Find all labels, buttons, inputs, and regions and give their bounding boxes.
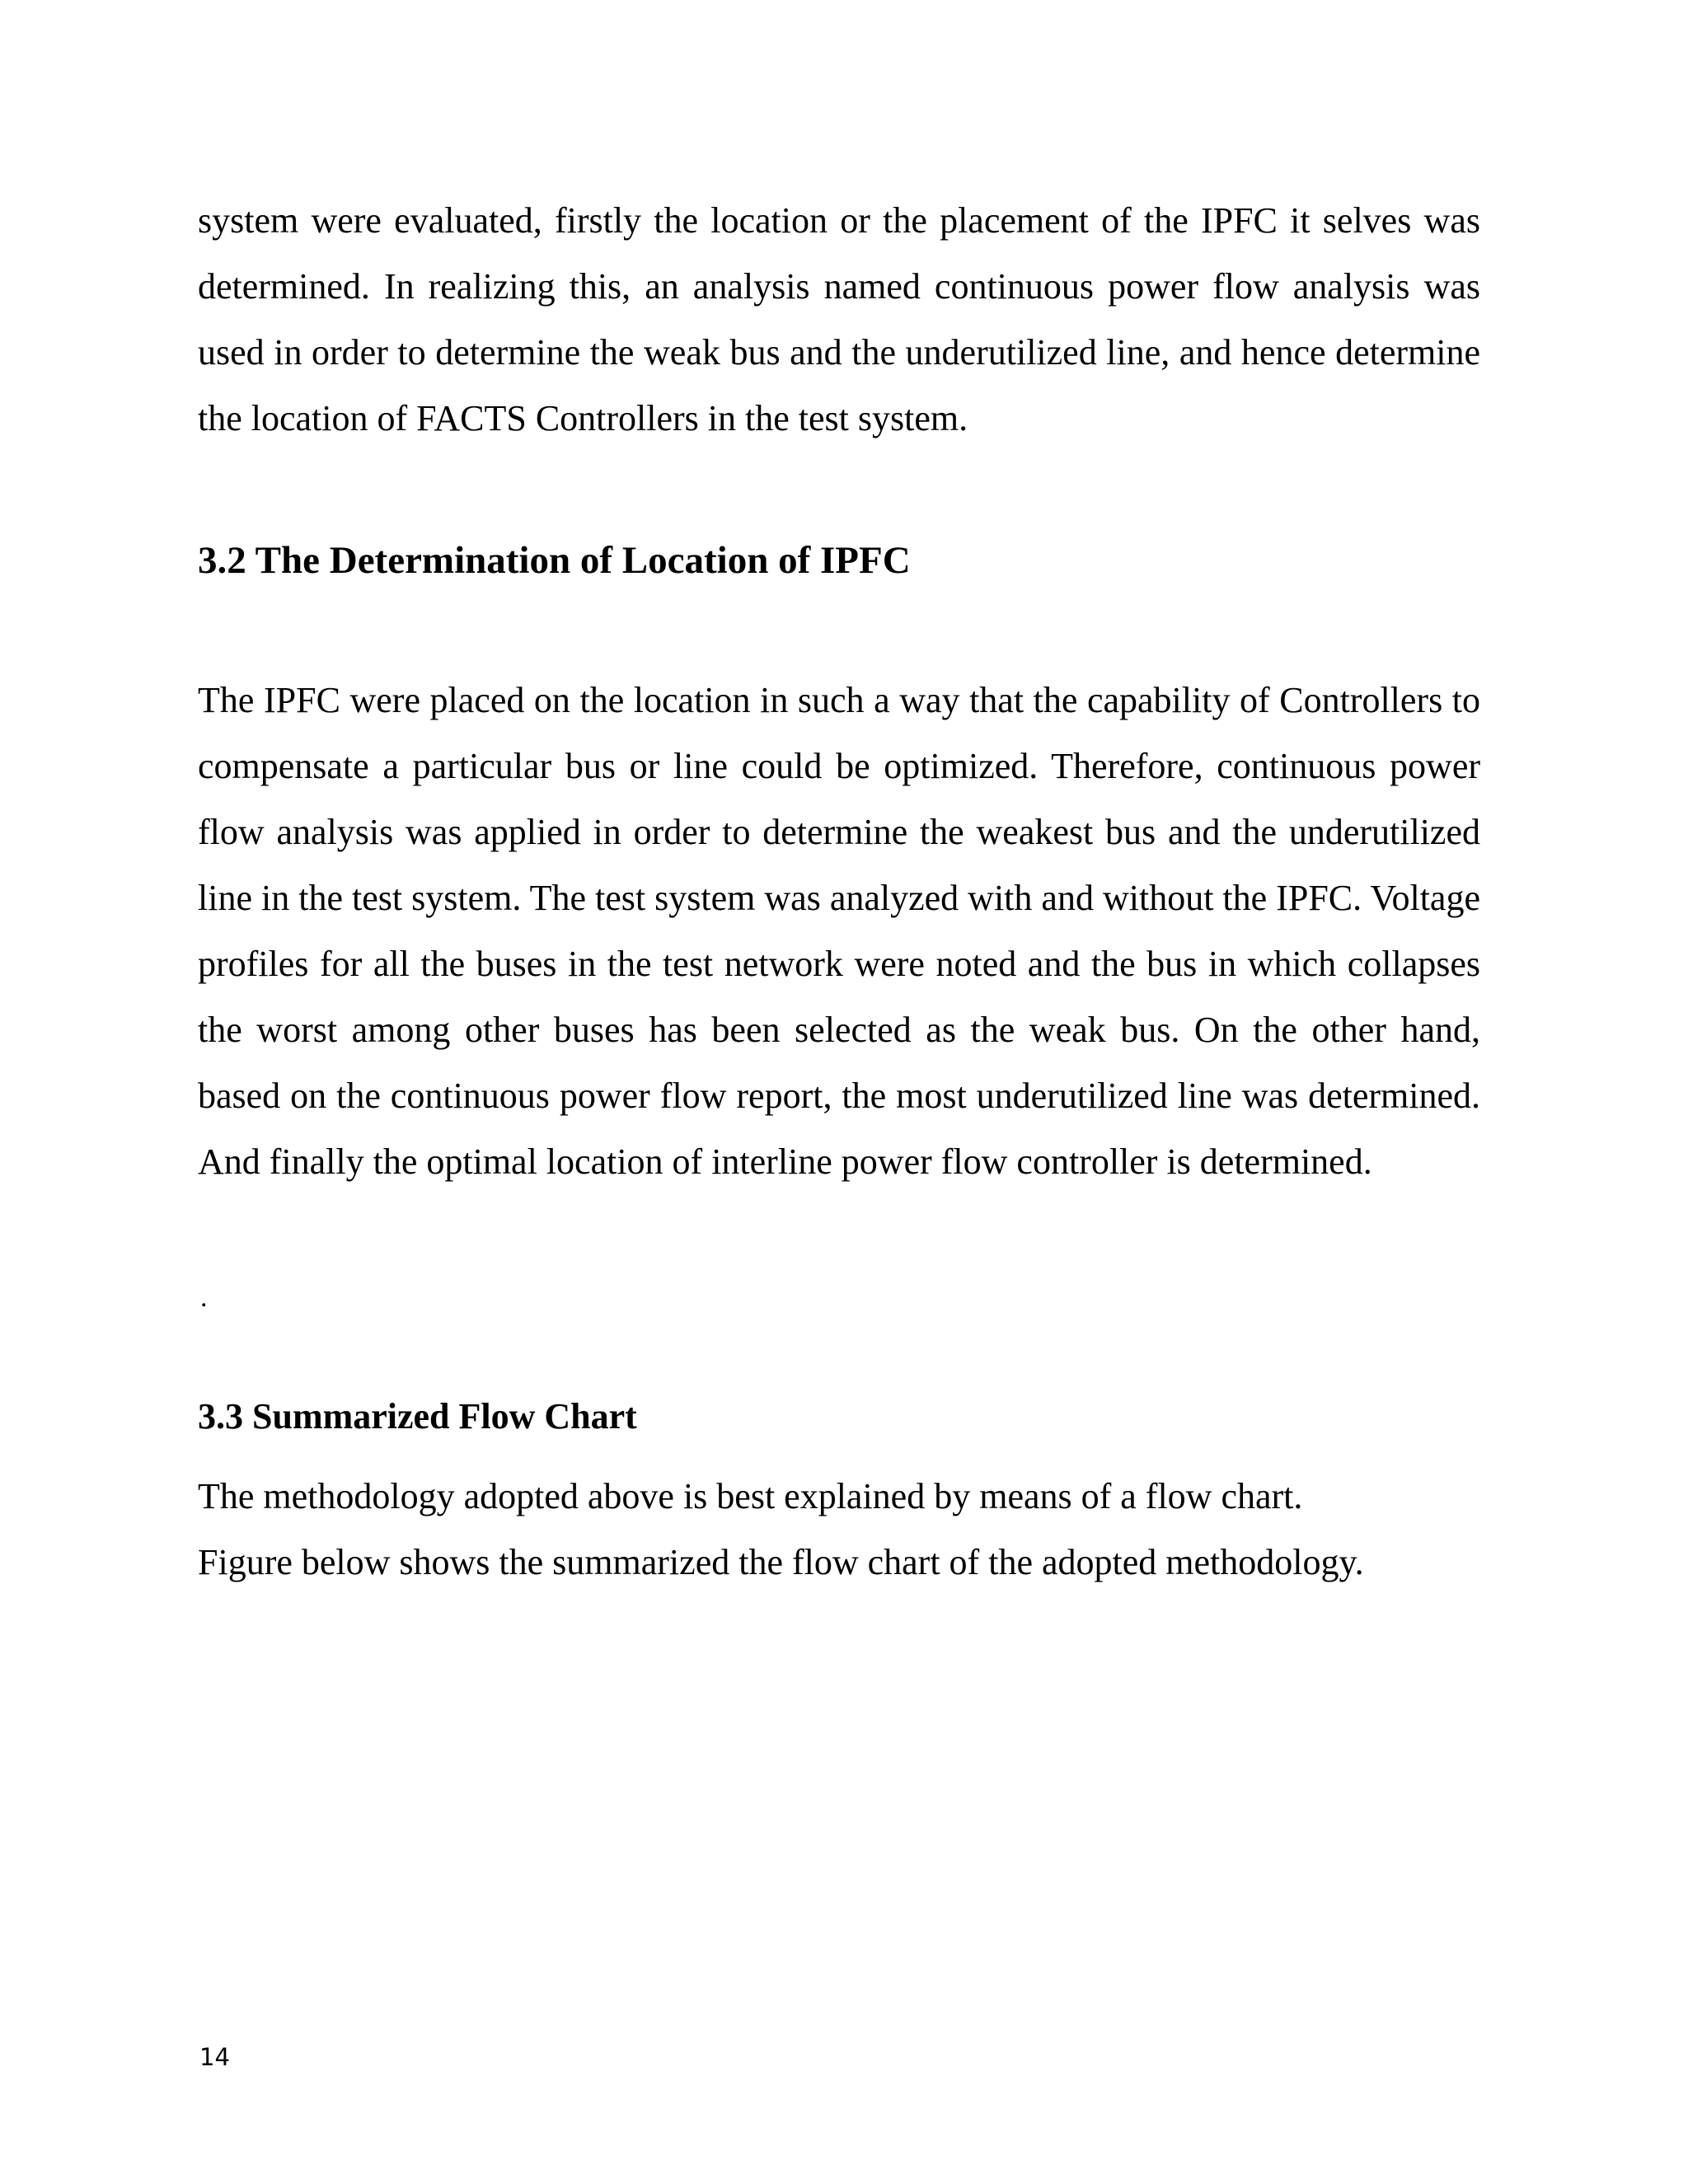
section-3-3-line-2: Figure below shows the summarized the flow chart of the adopted methodology. [198,1542,1364,1582]
intro-paragraph: system were evaluated, firstly the location or the placement of the IPFC it selves was determined. In realizing this, an analysis named continuous power flow analysis was used in order to determine the weak bus and the underutilized line, and hence determine the location of FACTS Controllers in the test system. [198,200,1480,438]
page-number: 14 [199,2043,230,2071]
section-heading-3-2: 3.2 The Determination of Location of IPFC [198,539,911,582]
section-heading-3-3: 3.3 Summarized Flow Chart [198,1396,637,1436]
section-3-2-paragraph: The IPFC were placed on the location in such a way that the capability of Controllers to compensate a particular bus or line could be optimized. Therefore, continuous power flow analysis was applied in order to determine the weakest bus and the underutilized line in the test system. The test system was analyzed with and without the IPFC. Voltage profiles for all the buses in the test network were noted and the bus in which collapses the worst among other buses has been selected as the weak bus. On the other hand, based on the continuous power flow report, the most underutilized line was determined. And finally the optimal location of interline power flow controller is determined. [198,680,1480,1182]
section-3-3-line-1: The methodology adopted above is best explained by means of a flow chart. [198,1476,1303,1516]
stray-period-mark: . [200,1282,208,1313]
